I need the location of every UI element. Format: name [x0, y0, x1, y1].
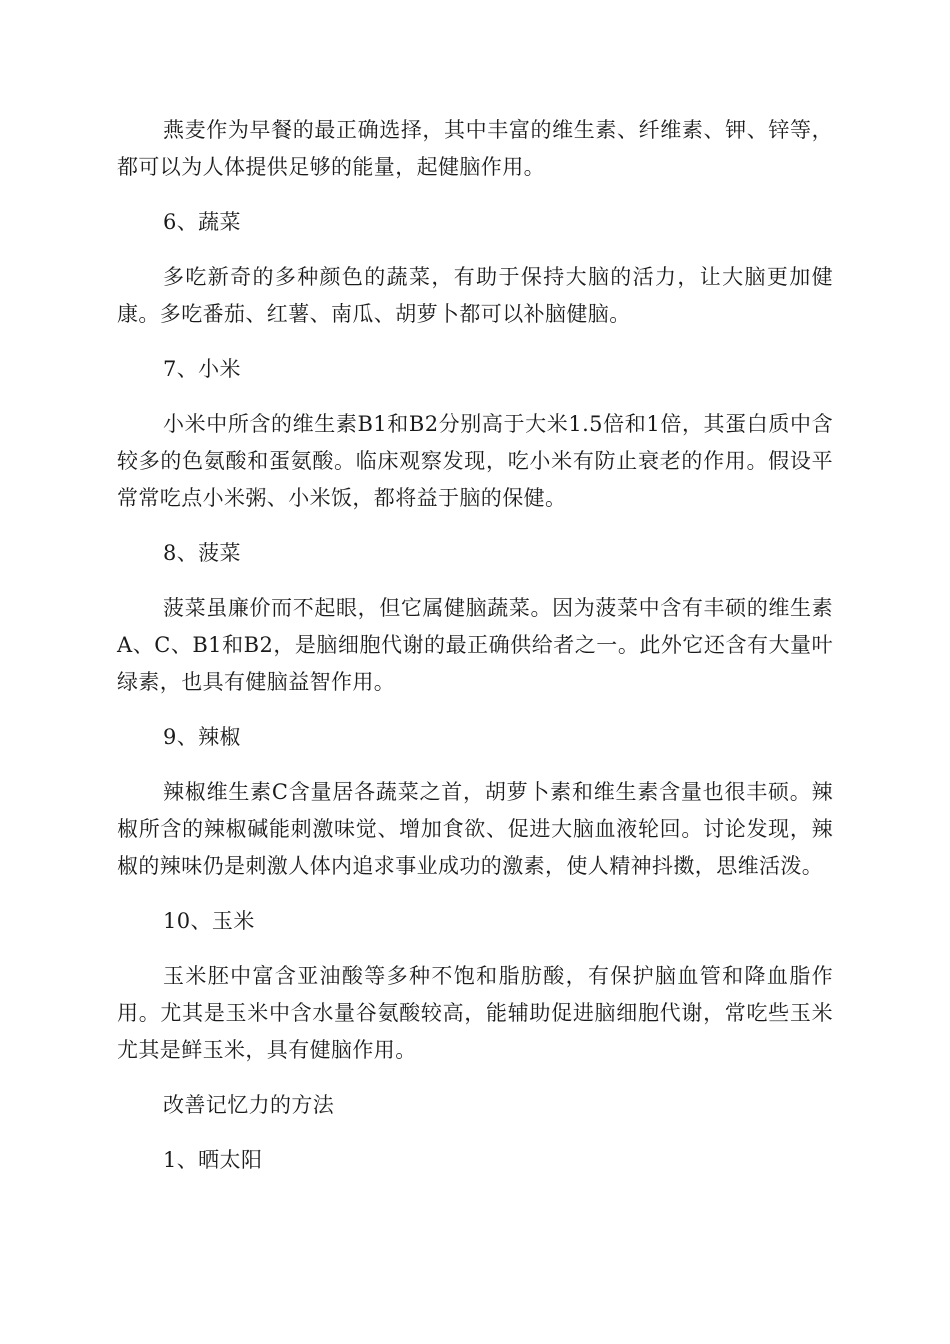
paragraph-spinach: 菠菜虽廉价而不起眼，但它属健脑蔬菜。因为菠菜中含有丰硕的维生素A、C、B1和B2，是脑细胞代谢的最正确供给者之一。此外它还含有大量叶绿素，也具有健脑益智作用。	[117, 596, 833, 694]
paragraph-chili: 辣椒维生素C含量居各蔬菜之首，胡萝卜素和维生素含量也很丰硕。辣椒所含的辣椒碱能刺激味觉、增加食欲、促进大脑血液轮回。讨论发现，辣椒的辣味仍是刺激人体内追求事业成功的激素，使人精神抖擞，思维活泼。	[117, 780, 833, 878]
heading-spinach: 8、菠菜	[163, 541, 241, 565]
heading-millet: 7、小米	[163, 357, 241, 381]
paragraph-oats: 燕麦作为早餐的最正确选择，其中丰富的维生素、纤维素、钾、锌等，都可以为人体提供足够的能量，起健脑作用。	[117, 118, 833, 179]
heading-corn: 10、玉米	[163, 909, 255, 933]
paragraph-vegetables: 多吃新奇的多种颜色的蔬菜，有助于保持大脑的活力，让大脑更加健康。多吃番茄、红薯、南瓜、胡萝卜都可以补脑健脑。	[117, 265, 833, 326]
heading-vegetables: 6、蔬菜	[163, 210, 241, 234]
paragraph-corn: 玉米胚中富含亚油酸等多种不饱和脂肪酸，有保护脑血管和降血脂作用。尤其是玉米中含水量谷氨酸较高，能辅助促进脑细胞代谢，常吃些玉米尤其是鲜玉米，具有健脑作用。	[117, 964, 833, 1062]
heading-sunbathe: 1、晒太阳	[163, 1148, 263, 1172]
heading-memory-methods: 改善记忆力的方法	[163, 1093, 335, 1117]
document-page	[117, 112, 833, 1197]
heading-chili: 9、辣椒	[163, 725, 241, 749]
paragraph-millet: 小米中所含的维生素B1和B2分别高于大米1.5倍和1倍，其蛋白质中含较多的色氨酸和蛋氨酸。临床观察发现，吃小米有防止衰老的作用。假设平常常吃点小米粥、小米饭，都将益于脑的保健。	[117, 412, 833, 510]
